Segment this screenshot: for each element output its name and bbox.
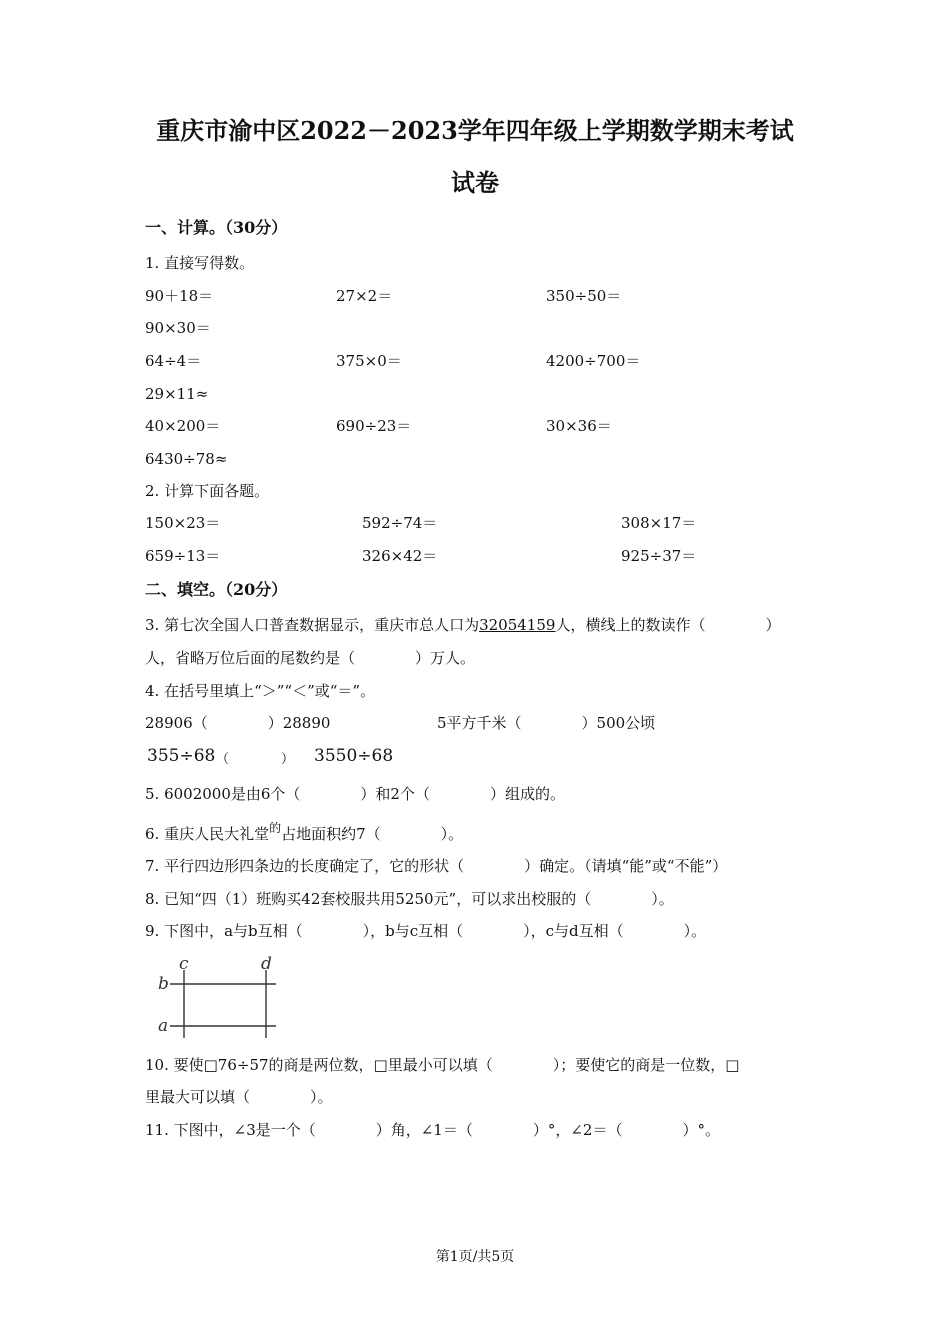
q1-item: 690÷23＝: [336, 417, 412, 435]
q2-item: 308×17＝: [621, 514, 697, 532]
question-1-label: 1. 直接写得数。: [145, 254, 255, 272]
question-10-line2: 里最大可以填（ ）。: [145, 1088, 333, 1106]
question-3-line2: 人，省略万位后面的尾数约是（ ）万人。: [145, 649, 476, 667]
question-2-label: 2. 计算下面各题。: [145, 482, 270, 500]
q4-compare-c-paren: （ ）: [216, 752, 295, 767]
q2-item: 925÷37＝: [621, 547, 697, 565]
q1-item: 350÷50＝: [546, 287, 622, 305]
question-9: 9. 下图中，a与b互相（ ），b与c互相（ ），c与d互相（ ）。: [145, 922, 707, 940]
page-footer: 第1页/共5页: [435, 1249, 515, 1265]
q4-compare-a: 28906（ ）28890: [145, 714, 331, 732]
q2-item: 150×23＝: [145, 514, 221, 532]
section-heading-fill: 二、填空。（20分）: [145, 580, 288, 599]
q1-item: 40×200＝: [145, 417, 221, 435]
question-3: [145, 615, 780, 635]
q6-superscript: 的: [269, 821, 282, 835]
q1-item: 4200÷700＝: [546, 352, 641, 370]
q2-item: 326×42＝: [362, 547, 438, 565]
q3-text-post: 人，横线上的数读作（ ）: [555, 616, 781, 634]
question-5: 5. 6002000是由6个（ ）和2个（ ）组成的。: [145, 785, 565, 803]
q4-compare-b: 5平方千米（ ）500公顷: [437, 714, 656, 732]
page-title: 重庆市渝中区2022－2023学年四年级上学期数学期末考试: [156, 116, 794, 145]
q1-item: 375×0＝: [336, 352, 402, 370]
q4-compare-c-left: 355÷68: [147, 746, 216, 766]
label-c: c: [179, 954, 189, 974]
q2-item: 592÷74＝: [362, 514, 438, 532]
q1-item: 64÷4＝: [145, 352, 202, 370]
label-a: a: [158, 1016, 169, 1036]
q6-text-pre: 6. 重庆人民大礼堂: [145, 825, 270, 843]
question-6: [145, 821, 464, 845]
question-7: 7. 平行四边形四条边的长度确定了，它的形状（ ）确定。（请填“能”或“不能”）: [145, 857, 728, 875]
question-11: 11. 下图中，∠3是一个（ ）角，∠1＝（ ）°，∠2＝（ ）°。: [145, 1121, 720, 1139]
q3-text-pre: 3. 第七次全国人口普查数据显示，重庆市总人口为: [145, 616, 480, 634]
question-4-label: 4. 在括号里填上“＞”“＜”或“＝”。: [145, 682, 376, 700]
parallel-lines-figure: [150, 952, 290, 1044]
q1-item: 6430÷78≈: [145, 450, 228, 468]
q1-item: 29×11≈: [145, 385, 209, 403]
label-d: d: [261, 954, 272, 974]
q6-text-post: 占地面积约7（ ）。: [281, 825, 464, 843]
q1-item: 30×36＝: [546, 417, 612, 435]
q1-item: 90＋18＝: [145, 287, 214, 305]
label-b: b: [158, 974, 169, 994]
question-10-line1: 10. 要使□76÷57的商是两位数，□里最小可以填（ ）；要使它的商是一位数，□: [145, 1056, 740, 1074]
q1-item: 90×30＝: [145, 319, 211, 337]
page-title-line2: 试卷: [451, 168, 499, 197]
q3-population-number: 32054159: [479, 616, 556, 634]
q2-item: 659÷13＝: [145, 547, 221, 565]
section-heading-calc: 一、计算。（30分）: [145, 218, 288, 237]
question-8: 8. 已知“四（1）班购买42套校服共用5250元”，可以求出校服的（ ）。: [145, 890, 674, 908]
q1-item: 27×2＝: [336, 287, 393, 305]
q4-compare-c-right: 3550÷68: [314, 746, 394, 766]
